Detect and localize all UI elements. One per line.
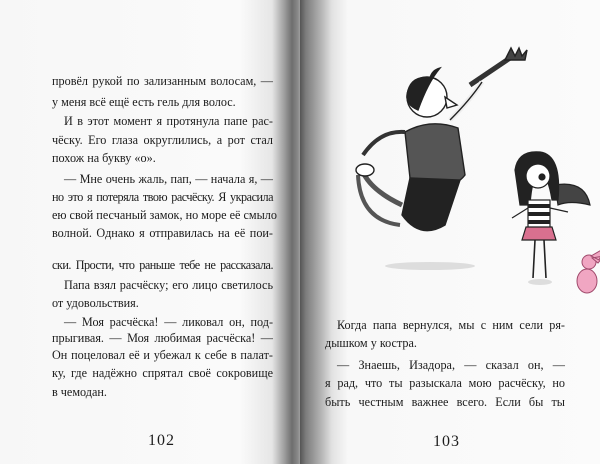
text-line: быть честным важнее всего. Если бы ты (325, 395, 565, 409)
text-line: Папа взял расчёску; его лицо светилось (64, 278, 273, 292)
text-line: — Моя расчёска! — ликовал он, под- (64, 315, 273, 329)
text-line: — Знаешь, Изадора, — сказал он, — (337, 358, 565, 372)
text-line: дышком у костра. (325, 336, 417, 350)
text-line: ею свой песчаный замок, но море её смыло (52, 208, 277, 222)
text-line: — Мне очень жаль, пап, — начала я, — (64, 172, 273, 186)
text-line: я рад, что ты разыскала мою расчёску, но (325, 376, 565, 390)
text-line: в чемодан. (52, 385, 107, 399)
text-line: похож на букву «о». (52, 151, 156, 165)
text-line: прыгивая. — Моя любимая расчёска! — (52, 331, 273, 345)
text-line: чёску. Его глаза округлились, а рот стал (52, 133, 273, 147)
text-line: И в этот момент я протянула папе рас- (64, 114, 273, 128)
text-line: провёл рукой по зализанным волосам, — (52, 74, 273, 88)
text-line: от удовольствия. (52, 296, 139, 310)
text-line: у меня всё ещё есть гель для волос. (52, 95, 236, 109)
text-line: Когда папа вернулся, мы с ним сели ря- (337, 318, 565, 332)
text-line: Он поцеловал её и убежал к себе в палат- (52, 348, 273, 362)
text-line: ку, где надёжно спрятал своё сокровище (52, 366, 273, 380)
right-page-text (300, 0, 600, 464)
text-line: ски. Прости, что раньше тебе не рассказала. (52, 258, 273, 272)
text-line: волной. Однако я отправилась на её пои- (52, 226, 273, 240)
page-number: 103 (433, 433, 460, 450)
page-number: 102 (148, 432, 175, 449)
text-line: но это я потеряла твою расчёску. Я украсила (52, 190, 273, 204)
